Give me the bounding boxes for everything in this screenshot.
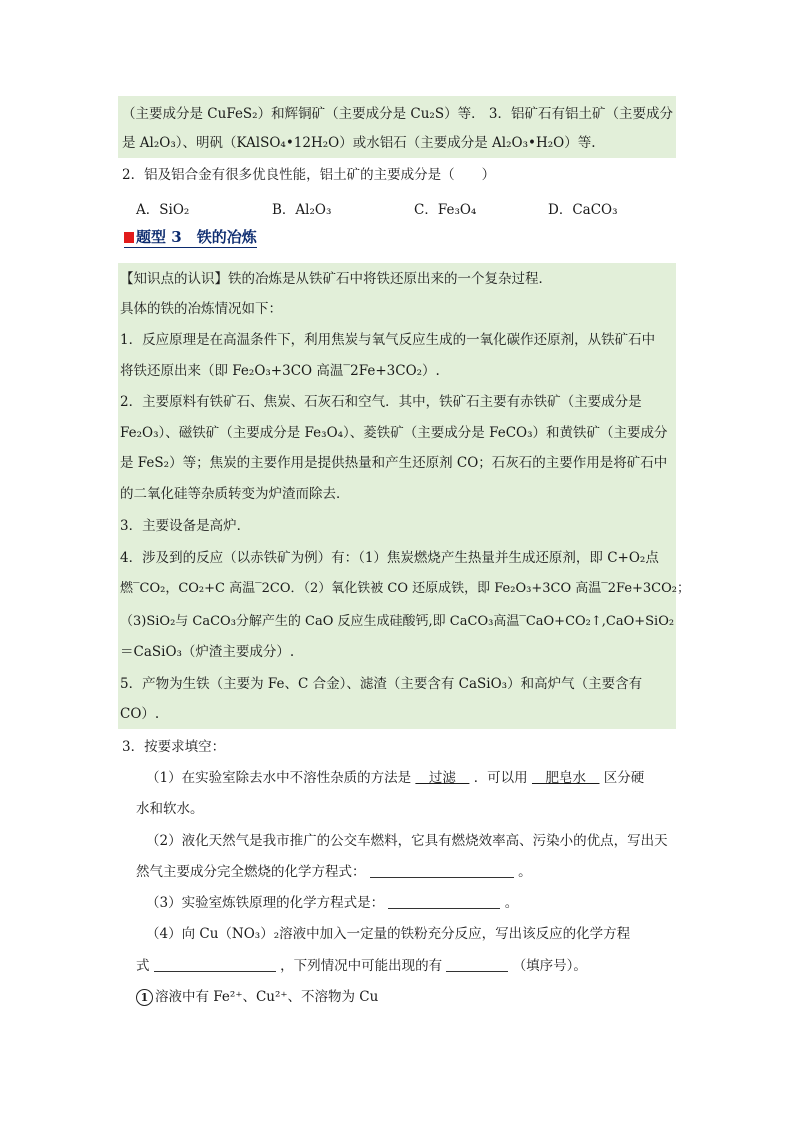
q3-part4-cont bbox=[136, 956, 587, 976]
q3-part4-text: ，下列情况中可能出现的有 bbox=[280, 958, 443, 974]
section-heading bbox=[124, 226, 257, 247]
answer-soap-water: 肥皂水 bbox=[531, 770, 600, 786]
q3-part4: （4）向 Cu（NO₃）₂溶液中加入一定量的铁粉充分反应，写出该反应的化学方程 bbox=[146, 926, 631, 942]
question-2-stem: 2．铝及铝合金有很多优良性能，铝土矿的主要成分是（ ） bbox=[122, 167, 496, 183]
q3-part1 bbox=[146, 768, 644, 788]
knowledge-line: Fe₂O₃）、磁铁矿（主要成分是 Fe₃O₄）、菱铁矿（主要成分是 FeCO₃）和黄铁矿（主要成分 bbox=[120, 425, 668, 441]
knowledge-line: 3．主要设备是高炉． bbox=[120, 518, 251, 534]
section-label: 题型 3 bbox=[136, 228, 182, 246]
q3-part1-text: （1）在实验室除去水中不溶性杂质的方法是 bbox=[146, 770, 412, 786]
q3-part2-end: 。 bbox=[518, 864, 532, 880]
knowledge-line: （3)SiO₂与 CaCO₃分解产生的 CaO 反应生成硅酸钙,即 CaCO₃高温‾CaO+CO₂↑,CaO+SiO₂ bbox=[120, 614, 675, 629]
q3-part3 bbox=[146, 893, 518, 913]
option-c: C．Fe₃O₄ bbox=[414, 202, 477, 218]
knowledge-line: 的二氧化硅等杂质转变为炉渣而除去． bbox=[120, 486, 350, 502]
q3-item-1-text: 溶液中有 Fe²⁺、Cu²⁺、不溶物为 Cu bbox=[155, 989, 379, 1005]
q3-part4-text: 式 bbox=[136, 958, 150, 974]
note-line: 是 Al₂O₃）、明矾（KAlSO₄•12H₂O）或水铝石（主要成分是 Al₂O₃•H₂O）等. bbox=[122, 135, 596, 151]
q3-part2-text: 然气主要成分完全燃烧的化学方程式： bbox=[136, 864, 366, 880]
section-title: 铁的冶炼 bbox=[196, 228, 257, 246]
answer-blank[interactable] bbox=[154, 959, 276, 972]
answer-blank[interactable] bbox=[388, 896, 500, 909]
knowledge-line: 具体的铁的冶炼情况如下： bbox=[120, 301, 282, 317]
knowledge-line: 将铁还原出来（即 Fe₂O₃+3CO 高温‾2Fe+3CO₂）. bbox=[120, 363, 440, 379]
item-number-circle: 1 bbox=[136, 989, 153, 1006]
knowledge-line: 1．反应原理是在高温条件下，利用焦炭与氧气反应生成的一氧化碳作还原剂，从铁矿石中 bbox=[120, 332, 656, 348]
top-note-block bbox=[118, 96, 676, 158]
knowledge-line: CO）. bbox=[120, 706, 160, 722]
q3-part2: （2）液化天然气是我市推广的公交车燃料，它具有燃烧效率高、污染小的优点，写出天 bbox=[146, 833, 668, 849]
q3-part1-text: ．可以用 bbox=[473, 770, 528, 786]
knowledge-line: ＝CaSiO₃（炉渣主要成分）. bbox=[120, 644, 295, 660]
q3-part1-text: 区分硬 bbox=[603, 770, 645, 786]
q3-part2-cont bbox=[136, 862, 532, 882]
q3-part3-text: （3）实验室炼铁原理的化学方程式是： bbox=[146, 895, 385, 911]
option-a: A．SiO₂ bbox=[136, 202, 190, 218]
knowledge-line: 是 FeS₂）等；焦炭的主要作用是提供热量和产生还原剂 CO；石灰石的主要作用是将矿石中 bbox=[120, 455, 668, 471]
knowledge-block bbox=[118, 263, 690, 729]
question-3-stem: 3．按要求填空： bbox=[122, 739, 226, 755]
answer-filter: 过滤 bbox=[415, 770, 470, 786]
knowledge-line: 5．产物为生铁（主要为 Fe、C 合金）、滤渣（主要含有 CaSiO₃）和高炉气（主要含有 bbox=[120, 676, 643, 692]
option-b: B．Al₂O₃ bbox=[272, 202, 332, 218]
option-d: D．CaCO₃ bbox=[548, 202, 618, 218]
knowledge-line: 燃‾CO₂，CO₂+C 高温‾2CO．（2）氧化铁被 CO 还原成铁，即 Fe₂O₃+3CO 高温‾2Fe+3CO₂； bbox=[120, 581, 690, 596]
q3-item-1 bbox=[136, 987, 378, 1007]
red-square-icon bbox=[124, 232, 134, 243]
knowledge-line: 4．涉及到的反应（以赤铁矿为例）有：（1）焦炭燃烧产生热量并生成还原剂，即 C+O₂点 bbox=[120, 550, 659, 566]
answer-blank[interactable] bbox=[370, 865, 514, 878]
section-heading-underline bbox=[124, 228, 257, 248]
q3-part4-text: （填序号）。 bbox=[512, 958, 587, 974]
note-line: （主要成分是 CuFeS₂）和辉铜矿（主要成分是 Cu₂S）等． 3．铝矿石有铝土矿（主要成分 bbox=[122, 106, 673, 122]
knowledge-line: 2．主要原料有铁矿石、焦炭、石灰石和空气．其中，铁矿石主要有赤铁矿（主要成分是 bbox=[120, 394, 642, 410]
q3-part3-end: 。 bbox=[504, 895, 519, 911]
q3-part1-cont: 水和软水。 bbox=[136, 801, 204, 817]
answer-blank[interactable] bbox=[446, 959, 508, 972]
knowledge-line: 【知识点的认识】铁的冶炼是从铁矿石中将铁还原出来的一个复杂过程． bbox=[120, 271, 552, 287]
